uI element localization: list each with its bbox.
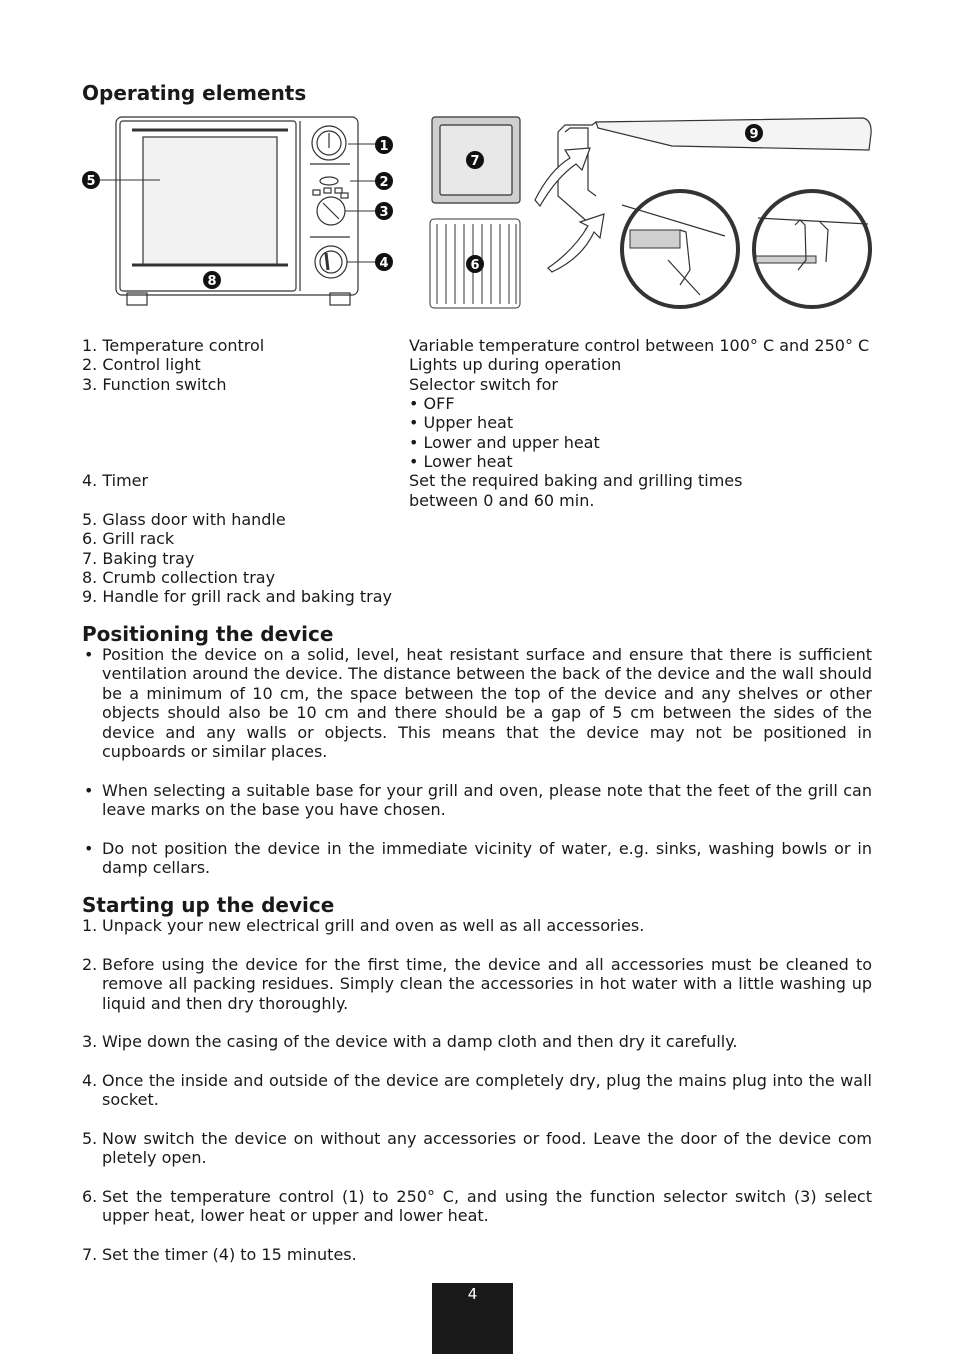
starting-step [82,916,872,935]
step-number: 4. [82,1071,98,1090]
timer-knob [315,246,347,278]
element-label-7: 7. Baking tray [82,549,195,568]
starting-step [82,1129,872,1168]
svg-text:2: 2 [379,175,389,190]
step-text: Before using the device for the first time, the device and all accessories must be cleaned to remove all packing residues. Simply clean the accessories in hot water with a little washing up liquid and then dry thoroughly. [102,955,872,1013]
bullet-mark: • [84,781,94,800]
function-option-off: • OFF [409,394,455,413]
callout-3 [375,202,393,220]
callout-4 [375,253,393,271]
starting-step [82,1187,872,1226]
svg-text:8: 8 [207,274,217,289]
heading-positioning: Positioning the device [82,622,334,646]
bullet-mark: • [84,839,94,858]
control-light [313,177,348,198]
element-desc-temperature: Variable temperature control between 100° C and 250° C [409,336,870,355]
svg-text:3: 3 [379,205,389,220]
element-label-9: 9. Handle for grill rack and baking tray [82,587,392,606]
svg-text:6: 6 [470,258,480,273]
element-label-4: 4. Timer [82,471,149,490]
starting-step [82,1032,872,1051]
callout-1 [375,136,393,154]
temperature-knob [310,126,350,164]
step-text: Wipe down the casing of the device with a damp cloth and then dry it carefully. [102,1032,738,1051]
positioning-bullet [82,781,872,820]
step-number: 1. [82,916,98,935]
element-desc-timer-1: Set the required baking and grilling times [409,471,743,490]
callout-6 [466,255,484,273]
starting-step [82,1245,872,1264]
svg-text:1: 1 [379,139,389,154]
heading-operating-elements: Operating elements [82,81,307,105]
step-number: 6. [82,1187,98,1206]
step-text: Unpack your new electrical grill and oven as well as all accessories. [102,916,645,935]
step-number: 5. [82,1129,98,1148]
function-option-lower-upper: • Lower and upper heat [409,433,600,452]
element-label-5: 5. Glass door with handle [82,510,286,529]
element-label-8: 8. Crumb collection tray [82,568,276,587]
element-desc-light: Lights up during operation [409,355,622,374]
step-text: Set the timer (4) to 15 minutes. [102,1245,357,1264]
element-label-2: 2. Control light [82,355,201,374]
step-number: 7. [82,1245,98,1264]
callout-8 [203,271,221,289]
starting-step [82,955,872,1013]
positioning-text: When selecting a suitable base for your grill and oven, please note that the feet of the grill can leave marks on the base you have chosen. [102,781,872,820]
step-number: 2. [82,955,98,974]
bullet-mark: • [84,645,94,664]
function-option-upper: • Upper heat [409,413,514,432]
step-number: 3. [82,1032,98,1051]
callout-9 [745,124,763,142]
oven-illustration [116,117,358,305]
svg-text:9: 9 [749,127,759,142]
function-switch-knob [310,197,350,237]
svg-text:7: 7 [470,154,480,169]
positioning-bullet [82,645,872,761]
function-option-lower: • Lower heat [409,452,513,471]
callout-5 [82,171,100,189]
positioning-text: Position the device on a solid, level, heat resistant surface and ensure that there is sufficient ventilation around the device. The distance between the back of the device and the wall should be a minimum of 10 cm, the space between the top of the device and any shelves or other objects should also be 10 cm and there should be a gap of 5 cm between the sides of the device and any walls or objects. This means that the device may not be positioned in cupboards or similar places. [102,645,872,762]
element-desc-function: Selector switch for [409,375,558,394]
oven-diagram [0,0,954,320]
callout-2 [375,172,393,190]
svg-text:4: 4 [379,256,389,271]
step-text: Now switch the device on without any accessories or food. Leave the door of the device com pletely open. [102,1129,872,1168]
heading-starting: Starting up the device [82,893,335,917]
element-label-6: 6. Grill rack [82,529,175,548]
starting-step [82,1071,872,1110]
positioning-bullet [82,839,872,878]
positioning-text: Do not position the device in the immediate vicinity of water, e.g. sinks, washing bowls or in damp cellars. [102,839,872,878]
page-number: 4 [432,1283,513,1354]
svg-text:5: 5 [86,174,96,189]
step-text: Set the temperature control (1) to 250° C, and using the function selector switch (3) select upper heat, lower heat or upper and lower heat. [102,1187,872,1226]
element-label-1: 1. Temperature control [82,336,265,355]
step-text: Once the inside and outside of the device are completely dry, plug the mains plug into the wall socket. [102,1071,872,1110]
callout-7 [466,151,484,169]
element-desc-timer-2: between 0 and 60 min. [409,491,595,510]
element-label-3: 3. Function switch [82,375,227,394]
rack-detail-illustration-2 [754,191,870,307]
rack-detail-illustration-1 [622,191,738,307]
